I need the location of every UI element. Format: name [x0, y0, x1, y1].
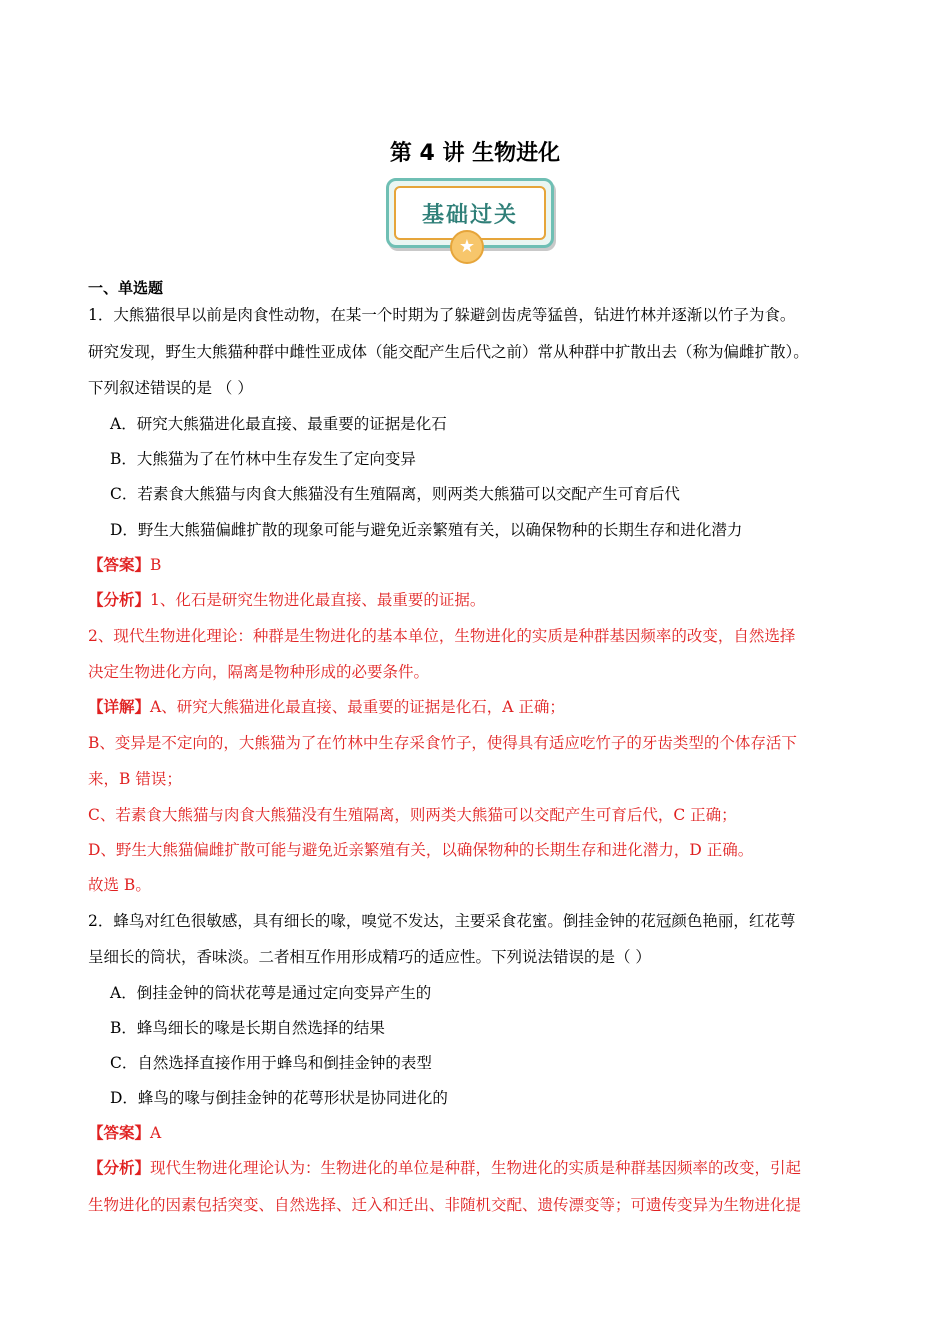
star-icon: ★ [450, 230, 484, 264]
analysis-text: 现代生物进化理论认为：生物进化的单位是种群，生物进化的实质是种群基因频率的改变，引起 [150, 1159, 802, 1177]
analysis-text: 1、化石是研究生物进化最直接、最重要的证据。 [150, 591, 486, 609]
answer-tag: 【答案】 [88, 1123, 151, 1142]
q1-analysis-line-2: 2、现代生物进化理论：种群是生物进化的基本单位，生物进化的实质是种群基因频率的改变，自然选择 [88, 627, 796, 645]
section-heading: 一、单选题 [88, 279, 164, 297]
detail-tag: 【详解】 [88, 697, 151, 716]
detail-text: A、研究大熊猫进化最直接、最重要的证据是化石，A 正确； [150, 698, 565, 716]
q2-option-d: D．蜂鸟的喙与倒挂金钟的花萼形状是协同进化的 [110, 1089, 448, 1107]
section-badge [386, 178, 552, 258]
q1-detail-line-5: D、野生大熊猫偏雌扩散可能与避免近亲繁殖有关，以确保物种的长期生存和进化潜力，D 正确。 [88, 841, 754, 859]
q2-analysis-line-2: 生物进化的因素包括突变、自然选择、迁入和迁出、非随机交配、遗传漂变等；可遗传变异为生物进化提 [88, 1196, 802, 1214]
q1-detail-line-2: B、变异是不定向的，大熊猫为了在竹林中生存采食竹子，使得具有适应吃竹子的牙齿类型的个体存活下 [88, 734, 797, 752]
page-title: 第 4 讲 生物进化 [389, 141, 561, 166]
q2-stem-line-2: 呈细长的筒状，香味淡。二者相互作用形成精巧的适应性。下列说法错误的是（ ） [88, 948, 651, 966]
q1-detail-line-3: 来，B 错误； [88, 770, 182, 788]
q1-option-d: D．野生大熊猫偏雌扩散的现象可能与避免近亲繁殖有关，以确保物种的长期生存和进化潜力 [110, 521, 743, 539]
q2-stem-line-1: 2．蜂鸟对红色很敏感，具有细长的喙，嗅觉不发达，主要采食花蜜。倒挂金钟的花冠颜色艳丽，红花萼 [88, 912, 796, 930]
q1-option-c: C．若素食大熊猫与肉食大熊猫没有生殖隔离，则两类大熊猫可以交配产生可育后代 [110, 485, 680, 503]
answer-tag: 【答案】 [88, 555, 151, 574]
q1-analysis-line-1 [88, 588, 485, 610]
q1-option-b: B．大熊猫为了在竹林中生存发生了定向变异 [110, 450, 416, 468]
analysis-tag: 【分析】 [88, 1158, 151, 1177]
q2-analysis-line-1 [88, 1156, 801, 1178]
q1-option-a: A．研究大熊猫进化最直接、最重要的证据是化石 [110, 415, 447, 433]
q1-detail-line-4: C、若素食大熊猫与肉食大熊猫没有生殖隔离，则两类大熊猫可以交配产生可育后代，C 正确； [88, 806, 737, 824]
q1-stem-line-2: 研究发现，野生大熊猫种群中雌性亚成体（能交配产生后代之前）常从种群中扩散出去（称为偏雌扩散）。 [88, 343, 809, 361]
answer-value: B [150, 556, 162, 574]
q2-answer [88, 1121, 161, 1143]
q1-detail-line-6: 故选 B。 [88, 876, 151, 894]
q1-analysis-line-3: 决定生物进化方向，隔离是物种形成的必要条件。 [88, 663, 430, 681]
q2-option-c: C．自然选择直接作用于蜂鸟和倒挂金钟的表型 [110, 1054, 432, 1072]
q1-answer [88, 553, 161, 575]
badge-label: 基础过关 [394, 186, 546, 240]
q2-option-b: B．蜂鸟细长的喙是长期自然选择的结果 [110, 1019, 385, 1037]
q1-stem-line-3: 下列叙述错误的是 （ ） [88, 379, 253, 397]
q1-stem-line-1: 1．大熊猫很早以前是肉食性动物，在某一个时期为了躲避剑齿虎等猛兽，钻进竹林并逐渐以竹子为食。 [88, 306, 796, 324]
q2-option-a: A．倒挂金钟的筒状花萼是通过定向变异产生的 [110, 984, 432, 1002]
analysis-tag: 【分析】 [88, 590, 151, 609]
answer-value: A [150, 1124, 162, 1142]
q1-detail-line-1 [88, 695, 565, 717]
